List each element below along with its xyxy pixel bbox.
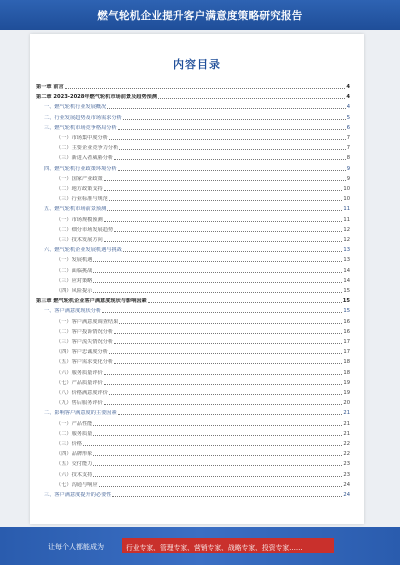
toc-entry-page: 7 <box>346 135 350 141</box>
toc-entry[interactable] <box>56 153 350 161</box>
toc-leader-dots <box>118 129 346 130</box>
toc-entry-page: 10 <box>343 186 350 192</box>
toc-leader-dots <box>93 455 342 456</box>
toc-entry-text: （七）产品质量评价 <box>56 379 103 386</box>
toc-leader-dots <box>123 119 346 120</box>
toc-entry-text: 六、燃气轮机企业发展机遇与挑战 <box>44 247 122 254</box>
toc-entry[interactable] <box>56 317 350 325</box>
toc-leader-dots <box>93 465 342 466</box>
toc-leader-dots <box>93 272 342 273</box>
toc-entry-page: 4 <box>346 94 350 101</box>
toc-entry-text: （一）客户满意度调查结果 <box>56 318 119 325</box>
toc-entry-page: 12 <box>343 237 350 243</box>
toc-leader-dots <box>119 323 342 324</box>
toc-entry[interactable] <box>56 255 350 263</box>
toc-leader-dots <box>114 231 342 232</box>
toc-leader-dots <box>93 425 342 426</box>
toc-leader-dots <box>109 394 343 395</box>
toc-leader-dots <box>83 445 342 446</box>
document-page <box>30 34 364 524</box>
toc-leader-dots <box>104 180 346 181</box>
toc-entry-text: 三、燃气轮机市场竞争格局分析 <box>44 124 117 131</box>
toc-entry-page: 15 <box>342 298 350 305</box>
toc-entry[interactable] <box>56 388 350 396</box>
toc-entry-text: （七）沟通与响应 <box>56 481 98 488</box>
toc-leader-dots <box>109 353 343 354</box>
toc-entry[interactable] <box>44 204 350 212</box>
toc-entry[interactable] <box>56 480 350 488</box>
report-title: 燃气轮机企业提升客户满意度策略研究报告 <box>97 10 303 22</box>
toc-entry[interactable] <box>44 123 350 131</box>
toc-leader-dots <box>102 312 342 313</box>
toc-leader-dots <box>104 374 343 375</box>
toc-entry[interactable] <box>56 449 350 457</box>
toc-entry-page: 15 <box>343 288 350 294</box>
toc-entry-text: 一、燃气轮机行业发展概况 <box>44 104 107 111</box>
toc-entry-text: （二）细分市场发展趋势 <box>56 226 114 233</box>
toc-entry-text: 第三章 燃气轮机企业客户满意度现状与影响因素 <box>36 298 147 305</box>
toc-entry-page: 17 <box>343 339 350 345</box>
toc-entry-page: 19 <box>343 390 350 396</box>
toc-leader-dots <box>107 108 345 109</box>
toc-entry-text: （一）市场规模预测 <box>56 216 103 223</box>
toc-entry-page: 10 <box>343 196 350 203</box>
toc-leader-dots <box>104 241 343 242</box>
toc-entry[interactable] <box>44 164 350 172</box>
toc-entry-text: 二、影响客户满意度的主要因素 <box>44 410 117 417</box>
toc-entry[interactable] <box>56 215 350 223</box>
toc-entry-text: （六）服务质量评价 <box>56 369 103 376</box>
toc-entry[interactable] <box>56 286 350 294</box>
toc-entry-page: 21 <box>343 420 350 427</box>
toc-leader-dots <box>93 476 342 477</box>
toc-entry-text: （二）地方政策支持 <box>56 186 103 192</box>
toc-entry-text: （四）品牌形象 <box>56 451 93 458</box>
toc-entry-text: （一）国家产业政策 <box>56 175 103 182</box>
toc-leader-dots <box>109 200 343 201</box>
toc-leader-dots <box>109 139 346 140</box>
toc-entry-page: 15 <box>343 308 350 315</box>
toc-leader-dots <box>119 149 345 150</box>
toc-entry-page: 16 <box>343 318 350 325</box>
toc-entry[interactable] <box>36 296 350 304</box>
toc-entry-text: （一）产品性能 <box>56 420 93 427</box>
toc-entry-page: 22 <box>343 441 350 447</box>
toc-entry[interactable] <box>56 357 350 365</box>
toc-entry[interactable] <box>56 429 350 437</box>
toc-entry-page: 4 <box>346 84 350 90</box>
toc-entry-page: 21 <box>343 430 350 437</box>
toc-entry-page: 19 <box>343 379 350 386</box>
toc-entry[interactable] <box>56 347 350 355</box>
toc-entry-page: 16 <box>343 328 350 335</box>
toc-title: 内容目录 <box>173 58 221 71</box>
toc-leader-dots <box>118 414 343 415</box>
toc-leader-dots <box>114 333 342 334</box>
toc-entry-page: 7 <box>346 145 350 152</box>
toc-entry-text: （三）行业标准与规范 <box>56 196 108 203</box>
toc-entry-page: 11 <box>343 216 350 223</box>
toc-entry-text: （二）服务质量 <box>56 430 93 437</box>
toc-entry-text: 四、燃气轮机行业政策环境分析 <box>44 165 117 172</box>
toc-leader-dots <box>104 384 343 385</box>
toc-entry-page: 5 <box>346 114 350 121</box>
toc-entry-text: 第一章 前言 <box>36 84 64 90</box>
toc-entry[interactable] <box>44 408 350 416</box>
toc-entry-text: （一）发展机遇 <box>56 257 93 264</box>
toc-leader-dots <box>158 98 345 99</box>
toc-entry-text: 一、客户满意度现状分析 <box>44 308 102 315</box>
toc-entry-page: 13 <box>343 257 350 264</box>
toc-entry[interactable] <box>56 459 350 467</box>
toc-entry[interactable] <box>56 235 350 243</box>
toc-entry-text: （二）主要企业竞争力分析 <box>56 145 119 152</box>
toc-entry[interactable] <box>56 184 350 192</box>
toc-entry-text: （五）客户需求变化分析 <box>56 359 114 366</box>
toc-entry-page: 17 <box>343 349 350 356</box>
toc-leader-dots <box>99 486 343 487</box>
toc-entry[interactable] <box>56 368 350 376</box>
toc-leader-dots <box>104 221 343 222</box>
toc-entry-text: （三）价格 <box>56 441 82 447</box>
footer-slogan: 让每个人都能成为 <box>48 543 104 551</box>
toc-entry-page: 18 <box>343 359 350 366</box>
toc-entry[interactable] <box>56 398 350 406</box>
toc-leader-dots <box>123 251 343 252</box>
toc-entry-text: （三）新进入者威胁分析 <box>56 155 114 162</box>
toc-entry[interactable] <box>56 378 350 386</box>
toc-leader-dots <box>112 496 342 497</box>
toc-entry-page: 6 <box>346 124 350 131</box>
toc-entry-page: 13 <box>343 247 350 254</box>
toc-entry[interactable] <box>56 276 350 284</box>
toc-entry[interactable] <box>56 470 350 478</box>
toc-entry[interactable] <box>36 92 350 100</box>
toc-entry-page: 14 <box>343 267 350 274</box>
toc-entry-page: 11 <box>343 206 350 213</box>
toc-entry-page: 24 <box>343 481 350 488</box>
toc-entry[interactable] <box>56 266 350 274</box>
header-bar <box>0 0 400 30</box>
toc-entry[interactable] <box>44 306 350 314</box>
toc-leader-dots <box>114 159 346 160</box>
toc-leader-dots <box>104 404 343 405</box>
toc-entry[interactable] <box>56 327 350 335</box>
toc-entry-page: 12 <box>343 226 350 233</box>
toc-entry-page: 24 <box>343 492 350 498</box>
toc-entry-page: 22 <box>343 451 350 458</box>
toc-entry-text: （三）技术发展方向 <box>56 237 103 243</box>
toc-leader-dots <box>65 88 346 89</box>
toc-entry-page: 21 <box>343 410 350 417</box>
toc-entry-text: （二）客户投诉情况分析 <box>56 328 114 335</box>
toc-entry[interactable] <box>56 225 350 233</box>
footer-bar <box>0 527 400 565</box>
toc-entry-text: 二、行业发展趋势及市场需求分析 <box>44 114 122 121</box>
toc-entry-page: 20 <box>343 400 350 407</box>
toc-entry-text: （二）面临挑战 <box>56 267 93 274</box>
toc-entry-page: 18 <box>343 369 350 376</box>
toc-entry[interactable] <box>56 174 350 182</box>
toc-leader-dots <box>148 302 342 303</box>
toc-entry[interactable] <box>56 143 350 151</box>
toc-entry-text: （九）售后服务评价 <box>56 400 103 407</box>
toc-entry-text: （四）客户忠诚度分析 <box>56 349 108 356</box>
toc-leader-dots <box>107 210 342 211</box>
toc-entry[interactable] <box>44 113 350 121</box>
toc-entry[interactable] <box>44 102 350 110</box>
toc-leader-dots <box>114 343 342 344</box>
toc-entry-page: 23 <box>343 471 350 478</box>
toc-entry-page: 14 <box>343 277 350 284</box>
toc-entry-page: 9 <box>346 175 350 182</box>
toc-entry-page: 23 <box>343 461 350 468</box>
toc-leader-dots <box>104 190 343 191</box>
toc-entry-page: 8 <box>346 155 350 162</box>
toc-entry-text: （五）交付能力 <box>56 461 93 468</box>
toc-entry[interactable] <box>56 419 350 427</box>
toc-entry[interactable] <box>56 133 350 141</box>
toc-entry[interactable] <box>56 439 350 447</box>
toc-leader-dots <box>114 363 342 364</box>
footer-tagline: 行业专家、管理专家、营销专家、战略专家、投资专家…… <box>126 543 303 552</box>
toc-entry-text: （三）应对策略 <box>56 277 93 284</box>
toc-entry-text: （三）客户流失情况分析 <box>56 339 114 345</box>
toc-leader-dots <box>93 261 342 262</box>
toc-entry[interactable] <box>56 194 350 202</box>
toc-entry-page: 4 <box>346 104 350 111</box>
toc-leader-dots <box>93 292 342 293</box>
toc-leader-dots <box>93 282 342 283</box>
toc-leader-dots <box>93 435 342 436</box>
toc-entry[interactable] <box>56 337 350 345</box>
toc-leader-dots <box>118 170 346 171</box>
toc-entry[interactable] <box>44 490 350 498</box>
toc-entry-text: （八）价格满意度评价 <box>56 390 108 396</box>
toc-entry-text: （六）技术支持 <box>56 471 93 478</box>
toc-entry-text: （四）风险提示 <box>56 288 93 294</box>
toc-entry-page: 9 <box>346 165 350 172</box>
toc-entry-text: 三、客户满意度提升的必要性 <box>44 492 112 498</box>
toc-entry-text: （一）市场集中度分析 <box>56 135 108 141</box>
toc-entry[interactable] <box>36 82 350 90</box>
toc-entry-text: 五、燃气轮机市场前景预测 <box>44 206 107 213</box>
toc-entry[interactable] <box>44 245 350 253</box>
toc-entry-text: 第二章 2023-2028年燃气轮机市场前景及趋势预测 <box>36 94 158 101</box>
